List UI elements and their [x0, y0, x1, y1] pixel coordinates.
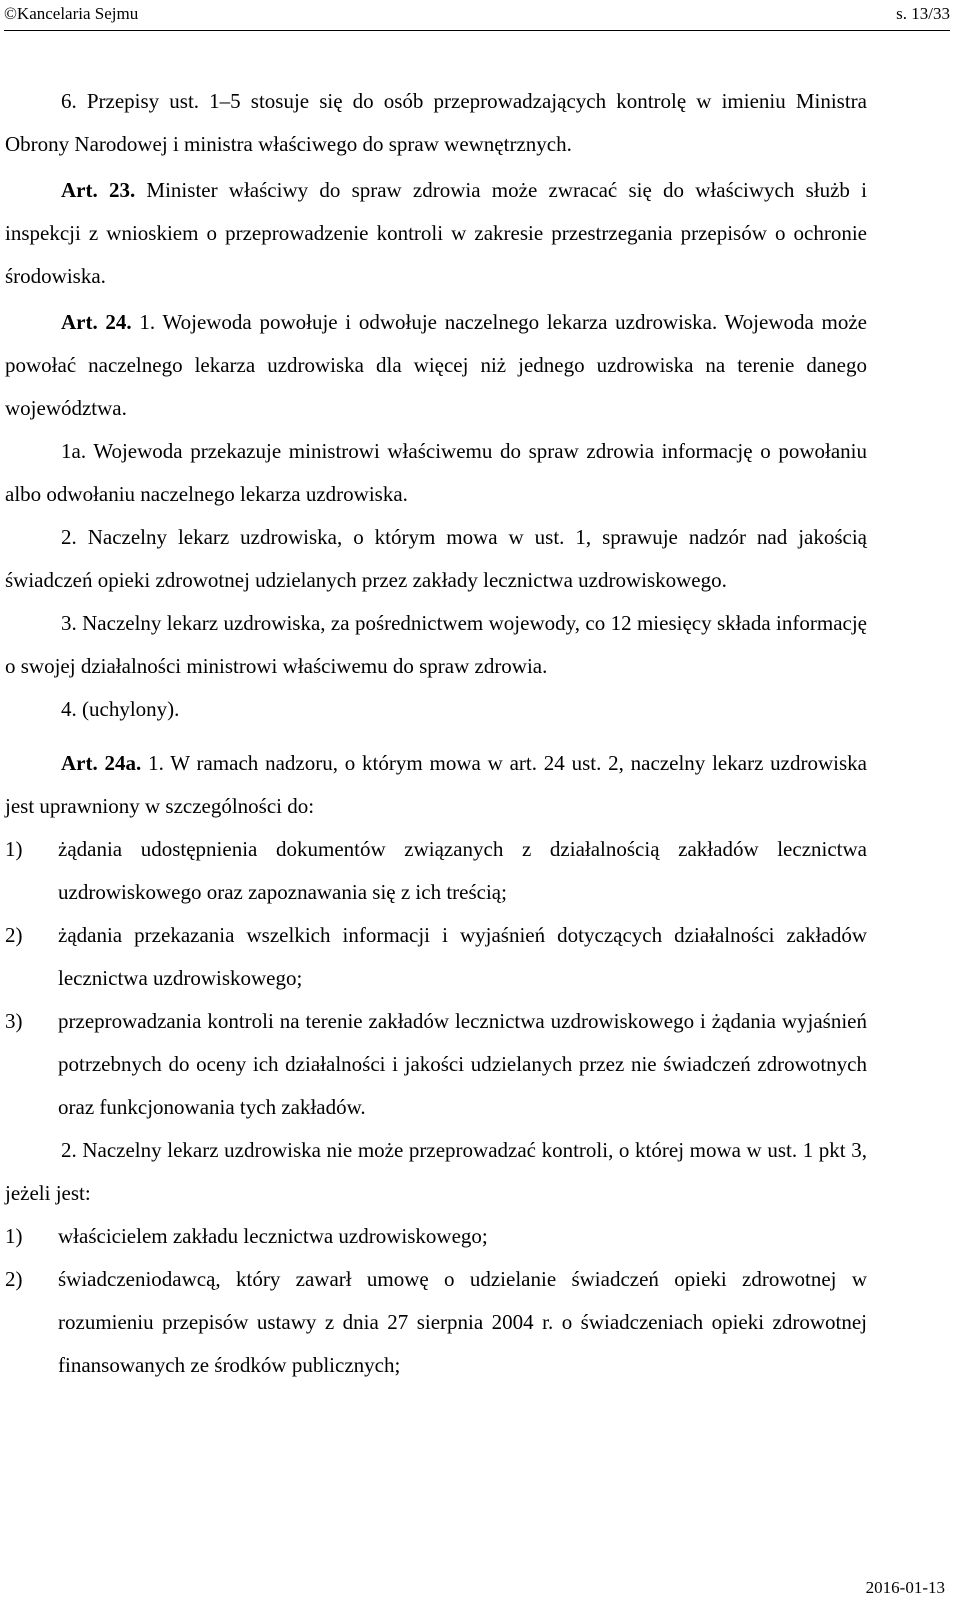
list-item: [5, 828, 867, 914]
article-23-text: Minister właściwy do spraw zdrowia może zwracać się do właściwych służb i inspekcji z wnioskiem o przeprowadzenie kontroli w zakresie przestrzegania przepisów o ochronie środowiska.: [5, 178, 867, 288]
list-item-text: właścicielem zakładu lecznictwa uzdrowiskowego;: [58, 1224, 488, 1248]
list-item-text: żądania udostępnienia dokumentów związanych z działalnością zakładów lecznictwa uzdrowiskowego oraz zapoznawania się z ich treścią;: [58, 837, 867, 904]
article-23-label: Art. 23.: [61, 178, 136, 202]
article-24a-ust-1-text: 1. W ramach nadzoru, o którym mowa w art. 24 ust. 2, naczelny lekarz uzdrowiska jest uprawniony w szczególności do:: [5, 751, 867, 818]
article-24-ust-1a: 1a. Wojewoda przekazuje ministrowi właściwemu do spraw zdrowia informację o powołaniu albo odwołaniu naczelnego lekarza uzdrowiska.: [5, 439, 867, 506]
list-item: [5, 1258, 867, 1387]
list-item-text: żądania przekazania wszelkich informacji i wyjaśnień dotyczących działalności zakładów lecznictwa uzdrowiskowego;: [58, 923, 867, 990]
footer-date: 2016-01-13: [865, 1578, 945, 1597]
paragraph-6: 6. Przepisy ust. 1–5 stosuje się do osób przeprowadzających kontrolę w imieniu Ministra Obrony Narodowej i ministra właściwego do spraw wewnętrznych.: [5, 89, 867, 156]
article-24-ust-3: 3. Naczelny lekarz uzdrowiska, za pośrednictwem wojewody, co 12 miesięcy składa informację o swojej działalności ministrowi właściwemu do spraw zdrowia.: [5, 611, 867, 678]
article-24-ust-1-text: 1. Wojewoda powołuje i odwołuje naczelnego lekarza uzdrowiska. Wojewoda może powołać naczelnego lekarza uzdrowiska dla więcej niż jednego uzdrowiska na terenie danego województwa.: [5, 310, 867, 420]
list-item-number: 1): [5, 1224, 23, 1248]
list-item-number: 3): [5, 1009, 23, 1033]
document-body: [5, 80, 867, 1387]
list-item-text: świadczeniodawcą, który zawarł umowę o udzielanie świadczeń opieki zdrowotnej w rozumieniu przepisów ustawy z dnia 27 sierpnia 2004 r. o świadczeniach opieki zdrowotnej finansowanych ze środków publicznych;: [58, 1267, 867, 1377]
article-24a-label: Art. 24a.: [61, 751, 142, 775]
list-item-number: 1): [5, 837, 23, 861]
article-24-ust-4: 4. (uchylony).: [61, 697, 180, 721]
page-header: [4, 0, 950, 31]
article-24-ust-2: 2. Naczelny lekarz uzdrowiska, o którym mowa w ust. 1, sprawuje nadzór nad jakością świadczeń opieki zdrowotnej udzielanych przez zakłady lecznictwa uzdrowiskowego.: [5, 525, 867, 592]
list-item: [5, 914, 867, 1000]
article-24-label: Art. 24.: [61, 310, 132, 334]
article-24-ust-1: [5, 301, 867, 430]
list-item: [5, 1000, 867, 1129]
article-23: [5, 169, 867, 298]
list-item: [5, 1215, 867, 1258]
article-24a-ust-2: 2. Naczelny lekarz uzdrowiska nie może przeprowadzać kontroli, o której mowa w ust. 1 pkt 3, jeżeli jest:: [5, 1138, 867, 1205]
header-page-number: s. 13/33: [896, 4, 950, 23]
header-source: ©Kancelaria Sejmu: [4, 4, 139, 23]
article-24a-ust-1: [5, 742, 867, 828]
list-item-number: 2): [5, 1267, 23, 1291]
list-item-text: przeprowadzania kontroli na terenie zakładów lecznictwa uzdrowiskowego i żądania wyjaśnień potrzebnych do oceny ich działalności i jakości udzielanych przez nie świadczeń zdrowotnych oraz funkcjonowania tych zakładów.: [58, 1009, 867, 1119]
list-item-number: 2): [5, 923, 23, 947]
